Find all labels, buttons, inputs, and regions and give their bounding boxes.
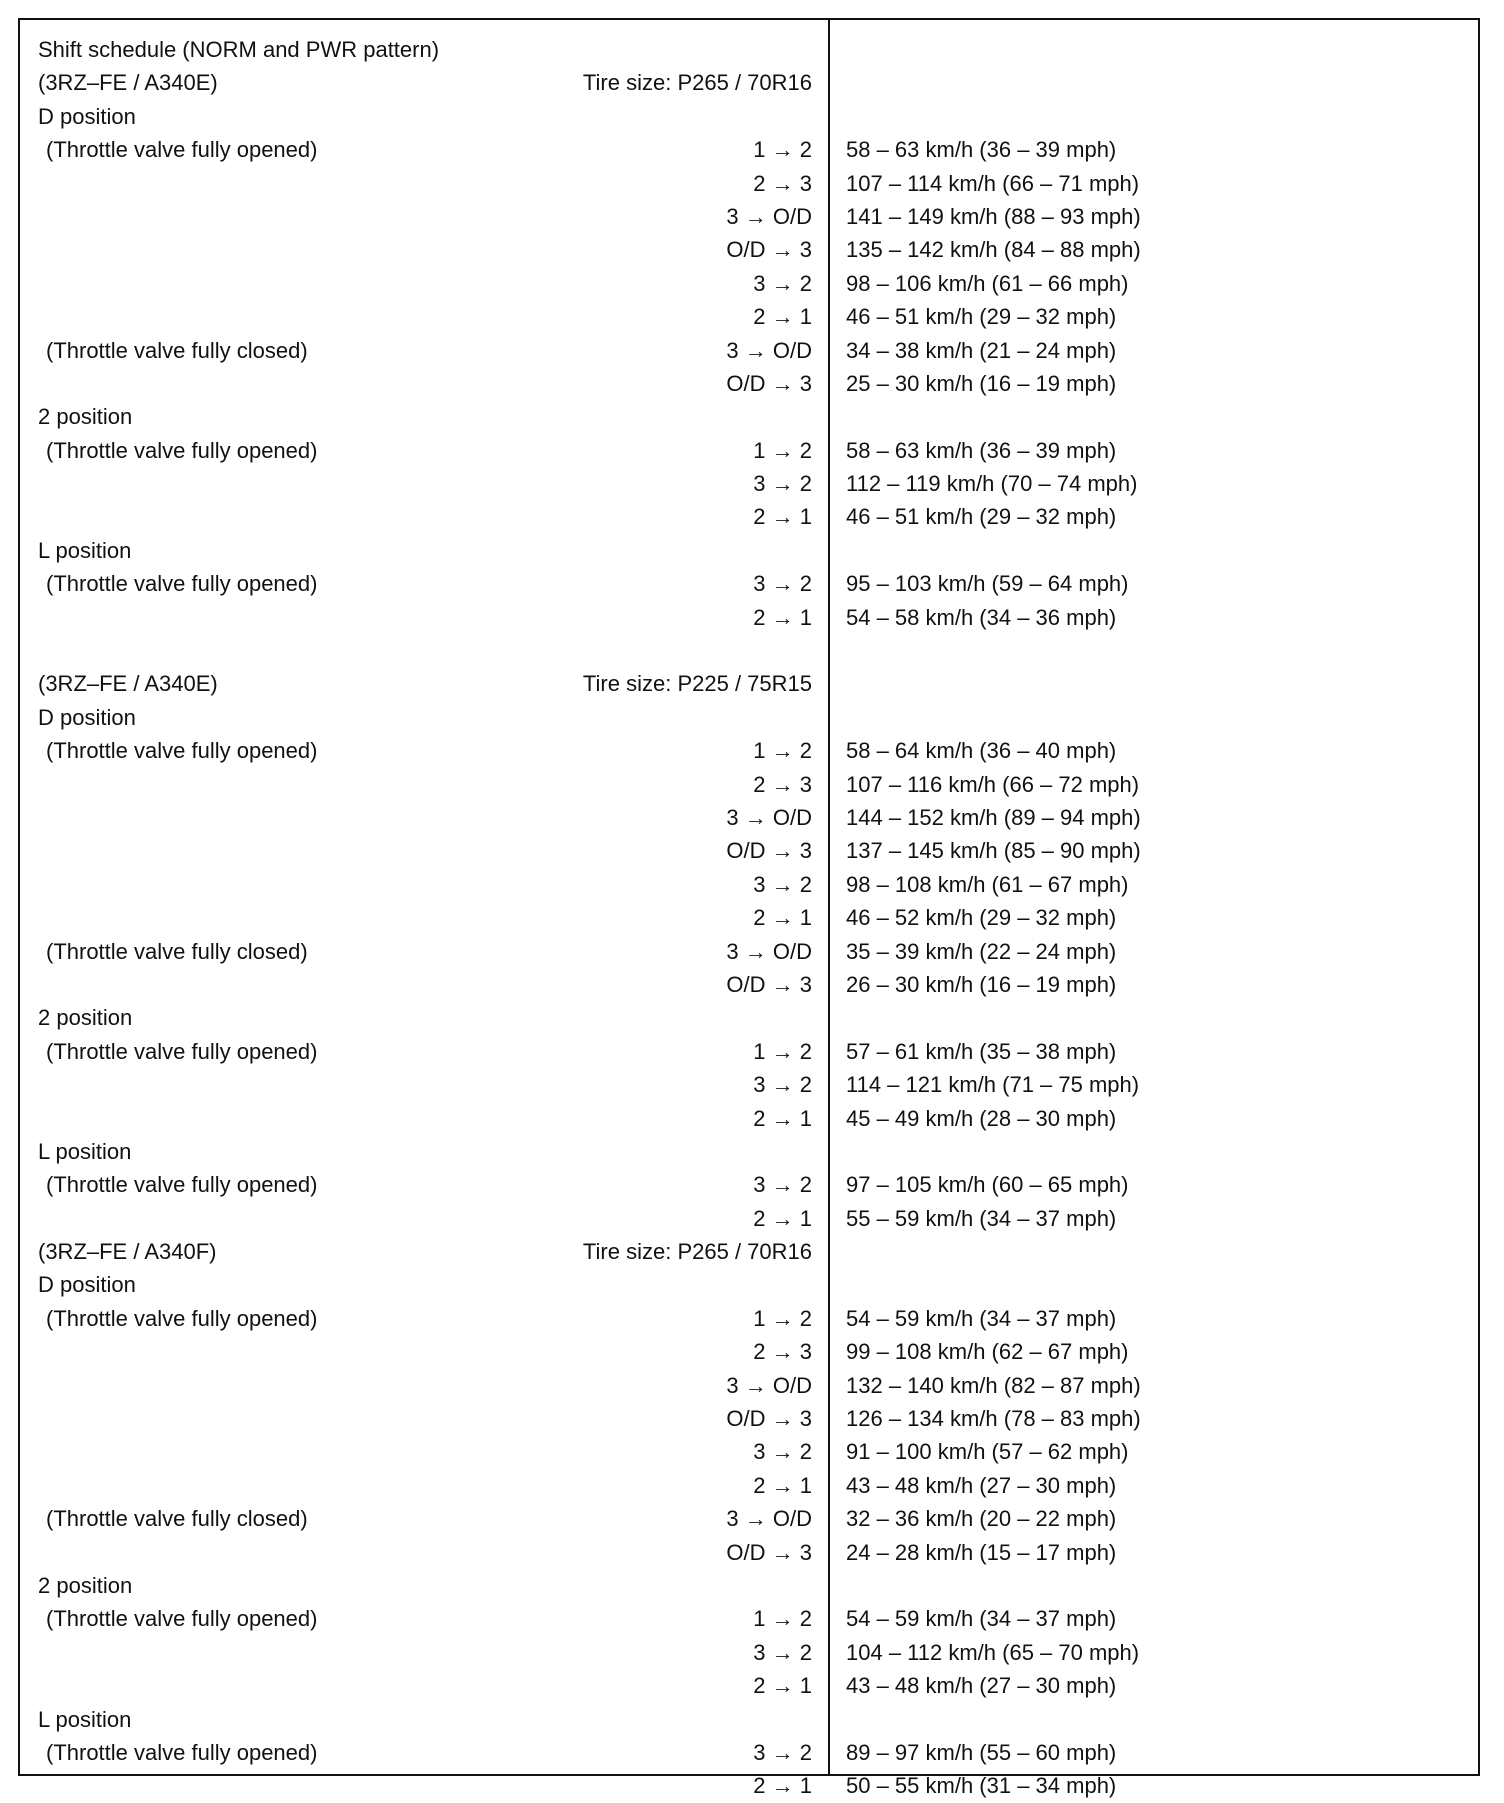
condition-label: (Throttle valve fully opened) [46, 1172, 318, 1198]
shift-speed-value: 43 – 48 km/h (27 – 30 mph) [846, 1673, 1117, 1699]
shift-label: O/D → 3 [726, 971, 812, 997]
position-heading: 2 position [38, 1005, 133, 1031]
table-row [20, 1068, 1478, 1101]
table-row [20, 167, 1478, 200]
table-row [20, 1636, 1478, 1669]
shift-label: 3 → O/D [726, 337, 812, 363]
table-row [20, 100, 1478, 133]
condition-label: (Throttle valve fully opened) [46, 1038, 318, 1064]
model-label: (3RZ–FE / A340F) [38, 1239, 217, 1265]
shift-speed-value: 91 – 100 km/h (57 – 62 mph) [846, 1439, 1129, 1465]
tire-size-label: Tire size: P225 / 75R15 [582, 671, 812, 697]
shift-label: 2 → 1 [753, 504, 812, 530]
shift-speed-value: 50 – 55 km/h (31 – 34 mph) [846, 1773, 1117, 1799]
table-row [20, 1736, 1478, 1769]
table-row [20, 868, 1478, 901]
table-row [20, 1369, 1478, 1402]
table-row [20, 300, 1478, 333]
condition-label: (Throttle valve fully opened) [46, 1305, 318, 1331]
position-heading: L position [38, 1706, 132, 1732]
shift-label: 1 → 2 [753, 738, 812, 764]
shift-speed-value: 24 – 28 km/h (15 – 17 mph) [846, 1539, 1117, 1565]
condition-label: (Throttle valve fully closed) [46, 1506, 308, 1532]
shift-speed-value: 57 – 61 km/h (35 – 38 mph) [846, 1038, 1117, 1064]
condition-label: (Throttle valve fully opened) [46, 738, 318, 764]
shift-speed-value: 126 – 134 km/h (78 – 83 mph) [846, 1406, 1141, 1432]
table-row [20, 1402, 1478, 1435]
table-row [20, 734, 1478, 767]
shift-label: 1 → 2 [753, 1038, 812, 1064]
position-heading: D position [38, 704, 136, 730]
shift-speed-value: 132 – 140 km/h (82 – 87 mph) [846, 1372, 1141, 1398]
shift-label: 3 → O/D [726, 203, 812, 229]
shift-label: O/D → 3 [726, 370, 812, 396]
shift-label: 1 → 2 [753, 137, 812, 163]
table-row [20, 935, 1478, 968]
shift-label: 2 → 1 [753, 1773, 812, 1799]
shift-speed-value: 114 – 121 km/h (71 – 75 mph) [846, 1072, 1140, 1098]
shift-label: 2 → 1 [753, 1105, 812, 1131]
table-row [20, 434, 1478, 467]
condition-label: (Throttle valve fully closed) [46, 938, 308, 964]
shift-speed-value: 98 – 106 km/h (61 – 66 mph) [846, 270, 1129, 296]
shift-speed-value: 34 – 38 km/h (21 – 24 mph) [846, 337, 1117, 363]
table-row [20, 1268, 1478, 1301]
spec-header-row [20, 667, 1478, 700]
shift-speed-value: 43 – 48 km/h (27 – 30 mph) [846, 1472, 1117, 1498]
shift-label: 3 → 2 [753, 1172, 812, 1198]
shift-speed-value: 104 – 112 km/h (65 – 70 mph) [846, 1639, 1140, 1665]
position-heading: 2 position [38, 404, 133, 430]
shift-label: 3 → 2 [753, 871, 812, 897]
table-row [20, 801, 1478, 834]
table-row [20, 1335, 1478, 1368]
shift-label: 1 → 2 [753, 1606, 812, 1632]
table-row [20, 768, 1478, 801]
model-label: (3RZ–FE / A340E) [38, 671, 218, 697]
shift-speed-value: 107 – 114 km/h (66 – 71 mph) [846, 170, 1140, 196]
table-row [20, 1168, 1478, 1201]
table-row [20, 1135, 1478, 1168]
table-row [20, 400, 1478, 433]
table-row [20, 1001, 1478, 1034]
shift-speed-value: 144 – 152 km/h (89 – 94 mph) [846, 804, 1141, 830]
table-row [20, 834, 1478, 867]
table-row [20, 233, 1478, 266]
section-spacer [20, 634, 1478, 667]
shift-label: 2 → 3 [753, 771, 812, 797]
table-row [20, 968, 1478, 1001]
table-row [20, 1536, 1478, 1569]
shift-label: 3 → O/D [726, 1506, 812, 1532]
shift-label: 3 → 2 [753, 471, 812, 497]
shift-label: 2 → 1 [753, 1205, 812, 1231]
shift-speed-value: 54 – 58 km/h (34 – 36 mph) [846, 604, 1117, 630]
shift-speed-value: 97 – 105 km/h (60 – 65 mph) [846, 1172, 1129, 1198]
shift-speed-value: 26 – 30 km/h (16 – 19 mph) [846, 971, 1117, 997]
shift-speed-value: 35 – 39 km/h (22 – 24 mph) [846, 938, 1117, 964]
table-row [20, 367, 1478, 400]
spec-rows [20, 33, 1478, 1803]
shift-label: 3 → 2 [753, 1639, 812, 1665]
shift-label: 2 → 1 [753, 604, 812, 630]
shift-speed-value: 99 – 108 km/h (62 – 67 mph) [846, 1339, 1129, 1365]
table-row [20, 1435, 1478, 1468]
shift-speed-value: 54 – 59 km/h (34 – 37 mph) [846, 1305, 1117, 1331]
shift-label: 2 → 1 [753, 1673, 812, 1699]
shift-label: 3 → 2 [753, 571, 812, 597]
table-row [20, 1469, 1478, 1502]
table-row [20, 200, 1478, 233]
shift-speed-value: 98 – 108 km/h (61 – 67 mph) [846, 871, 1129, 897]
position-heading: L position [38, 537, 132, 563]
shift-label: 2 → 1 [753, 1472, 812, 1498]
table-row [20, 567, 1478, 600]
table-row [20, 1102, 1478, 1135]
shift-label: 3 → 2 [753, 1072, 812, 1098]
condition-label: (Throttle valve fully opened) [46, 1606, 318, 1632]
condition-label: (Throttle valve fully opened) [46, 1739, 318, 1765]
shift-label: 3 → O/D [726, 1372, 812, 1398]
tire-size-label: Tire size: P265 / 70R16 [582, 70, 812, 96]
model-label: (3RZ–FE / A340E) [38, 70, 218, 96]
shift-speed-value: 137 – 145 km/h (85 – 90 mph) [846, 838, 1141, 864]
shift-speed-value: 45 – 49 km/h (28 – 30 mph) [846, 1105, 1117, 1131]
shift-label: O/D → 3 [726, 1406, 812, 1432]
shift-label: 1 → 2 [753, 1305, 812, 1331]
shift-label: 2 → 1 [753, 304, 812, 330]
table-row [20, 500, 1478, 533]
position-heading: L position [38, 1138, 132, 1164]
shift-speed-value: 46 – 52 km/h (29 – 32 mph) [846, 905, 1117, 931]
shift-speed-value: 58 – 63 km/h (36 – 39 mph) [846, 437, 1117, 463]
table-row [20, 467, 1478, 500]
shift-label: 3 → O/D [726, 938, 812, 964]
table-row [20, 1035, 1478, 1068]
table-row [20, 701, 1478, 734]
shift-speed-value: 89 – 97 km/h (55 – 60 mph) [846, 1739, 1117, 1765]
condition-label: (Throttle valve fully opened) [46, 137, 318, 163]
position-heading: 2 position [38, 1572, 133, 1598]
shift-label: O/D → 3 [726, 1539, 812, 1565]
shift-label: 1 → 2 [753, 437, 812, 463]
table-row [20, 901, 1478, 934]
shift-speed-value: 95 – 103 km/h (59 – 64 mph) [846, 571, 1129, 597]
shift-label: 3 → 2 [753, 270, 812, 296]
table-row [20, 267, 1478, 300]
shift-speed-value: 135 – 142 km/h (84 – 88 mph) [846, 237, 1141, 263]
shift-label: 2 → 1 [753, 905, 812, 931]
shift-speed-value: 58 – 63 km/h (36 – 39 mph) [846, 137, 1117, 163]
shift-speed-value: 46 – 51 km/h (29 – 32 mph) [846, 504, 1117, 530]
shift-label: O/D → 3 [726, 237, 812, 263]
table-row [20, 534, 1478, 567]
table-row [20, 1669, 1478, 1702]
shift-label: 3 → 2 [753, 1739, 812, 1765]
shift-speed-value: 25 – 30 km/h (16 – 19 mph) [846, 370, 1117, 396]
table-row [20, 334, 1478, 367]
shift-speed-value: 58 – 64 km/h (36 – 40 mph) [846, 738, 1117, 764]
tire-size-label: Tire size: P265 / 70R16 [582, 1239, 812, 1265]
table-row [20, 133, 1478, 166]
table-row [20, 1602, 1478, 1635]
shift-label: 3 → 2 [753, 1439, 812, 1465]
shift-speed-value: 107 – 116 km/h (66 – 72 mph) [846, 771, 1140, 797]
shift-speed-value: 141 – 149 km/h (88 – 93 mph) [846, 203, 1141, 229]
shift-speed-value: 54 – 59 km/h (34 – 37 mph) [846, 1606, 1117, 1632]
position-heading: D position [38, 103, 136, 129]
title-row [20, 33, 1478, 66]
shift-label: 2 → 3 [753, 1339, 812, 1365]
shift-label: O/D → 3 [726, 838, 812, 864]
shift-label: 3 → O/D [726, 804, 812, 830]
condition-label: (Throttle valve fully closed) [46, 337, 308, 363]
shift-speed-value: 112 – 119 km/h (70 – 74 mph) [846, 471, 1138, 497]
table-row [20, 601, 1478, 634]
table-row [20, 1502, 1478, 1535]
table-title: Shift schedule (NORM and PWR pattern) [38, 37, 440, 62]
shift-speed-value: 55 – 59 km/h (34 – 37 mph) [846, 1205, 1117, 1231]
shift-speed-value: 46 – 51 km/h (29 – 32 mph) [846, 304, 1117, 330]
condition-label: (Throttle valve fully opened) [46, 571, 318, 597]
position-heading: D position [38, 1272, 136, 1298]
table-row [20, 1569, 1478, 1602]
table-row [20, 1202, 1478, 1235]
table-row [20, 1302, 1478, 1335]
spec-table-frame [18, 18, 1480, 1799]
shift-label: 2 → 3 [753, 170, 812, 196]
table-row [20, 1703, 1478, 1736]
spec-header-row [20, 1235, 1478, 1268]
spec-header-row [20, 66, 1478, 99]
shift-speed-value: 32 – 36 km/h (20 – 22 mph) [846, 1506, 1117, 1532]
condition-label: (Throttle valve fully opened) [46, 437, 318, 463]
